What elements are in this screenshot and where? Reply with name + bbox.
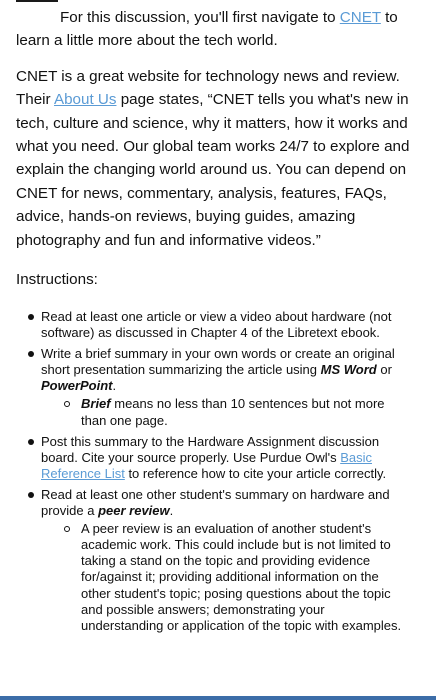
list-item-text: Read at least one other student's summary on hardware and provide a [41,486,390,519]
cnet-text: CNET is a great website for technology news and review. Their [16,67,400,109]
instructions-list [0,309,410,634]
intro-text-end: to learn a little more about the tech world. [16,9,398,50]
list-item-text: or [376,362,392,378]
list-item-text: . [112,378,117,394]
list-item-text: . [169,503,174,519]
ms-word-term: MS Word [320,362,377,378]
bottom-bar [0,696,436,700]
cnet-paragraph [16,65,424,252]
bullet-icon [28,351,34,357]
cnet-link[interactable]: CNET [339,9,381,26]
list-item-peer [0,487,410,519]
bullet-icon [28,314,34,320]
list-item-post [0,434,410,482]
sub-item-peer-definition [0,521,410,634]
list-item-text: Write a brief summary in your own words or create an original short presentation summarizing the article using [41,346,395,378]
brief-term: Brief [81,396,111,412]
list-item-write [0,346,410,394]
bullet-icon [28,492,34,498]
list-item-text: Read at least one article or view a video about hardware (not software) as discussed in Chapter 4 of the Libretext ebook. [41,309,392,341]
instructions-heading: Instructions: [16,271,98,289]
basic-reference-list-link[interactable]: Basic Reference List [41,449,372,481]
document-body [16,0,424,291]
intro-text: For this discussion, you'll first navigate to [60,9,340,26]
powerpoint-term: PowerPoint [41,378,113,394]
hollow-bullet-icon [64,526,70,532]
list-item-text: Post this summary to the Hardware Assignment discussion board. Cite your source properly. Use Purdue Owl's [41,433,380,465]
list-item-text: A peer review is an evaluation of another student's academic work. This could include but is not limited to taking a stand on the topic and providing evidence for/against it; providing additional information on the other student's topic; posing questions about the topic and possible answers; demonstrating your understanding or application of the topic with examples. [81,521,402,633]
hollow-bullet-icon [64,401,70,407]
list-item-read [0,309,410,341]
bullet-icon [28,439,34,445]
peer-review-term: peer review [98,503,170,519]
list-item-text: to reference how to cite your article correctly. [124,465,387,481]
intro-paragraph [16,6,424,53]
about-us-link[interactable]: About Us [53,91,117,109]
cnet-quote: page states, “CNET tells you what's new in tech, culture and science, why it matters, how it works and what you need. Our global team works 24/7 to explore and explain the changing world around us. You can depend on CNET for news, commentary, analysis, features, FAQs, advice, hands-on reviews, buying guides, amazing photography and fun and informative videos.” [16,91,410,249]
sub-item-brief [0,396,410,428]
list-item-text: means no less than 10 sentences but not more than one page. [81,396,385,428]
